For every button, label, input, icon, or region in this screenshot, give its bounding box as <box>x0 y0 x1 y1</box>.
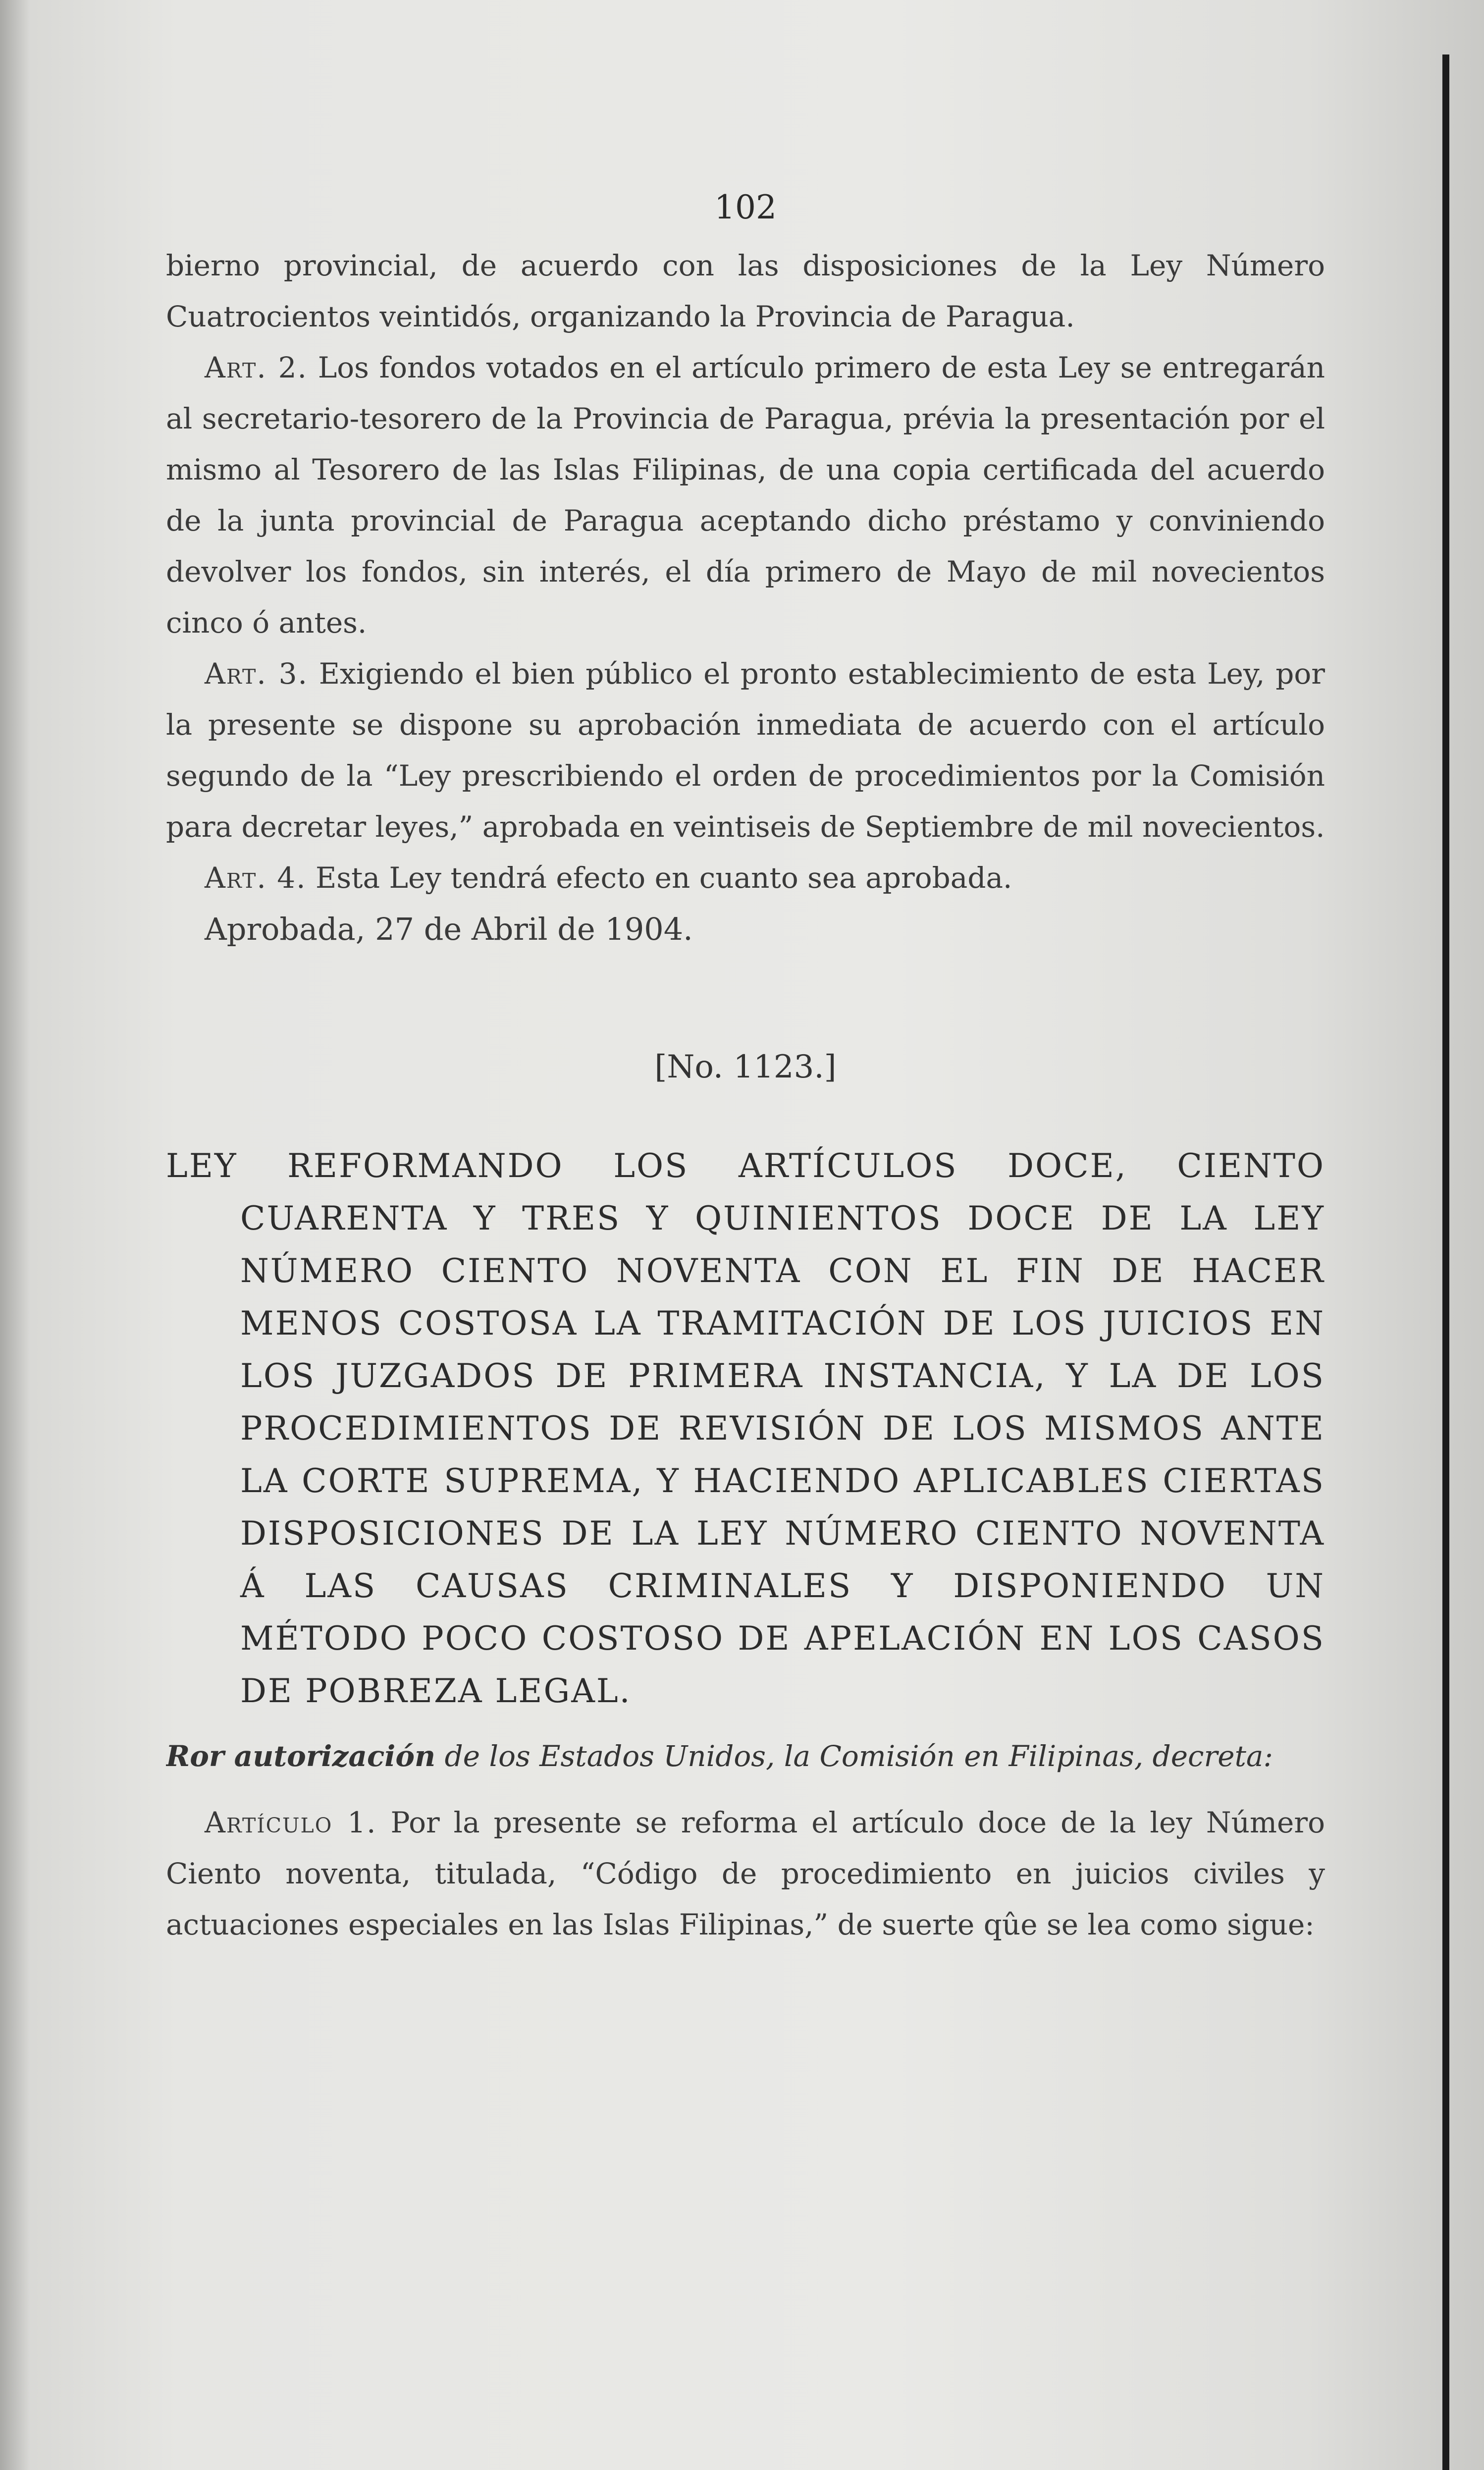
article-4 <box>166 853 1325 904</box>
enacting-clause-lead: Ror autorización <box>166 1739 436 1773</box>
article-3 <box>166 648 1325 853</box>
article-1-text: Por la presente se reforma el artículo doce de la ley Número Ciento noventa, titulada, “Código de procedimiento en juicios civiles y actuaciones especiales en las Islas Filipinas,” de suerte qûe se lea como sigue: <box>166 1806 1325 1941</box>
article-4-text: Esta Ley tendrá efecto en cuanto sea aprobada. <box>316 861 1012 895</box>
page-edge <box>1442 54 1449 2470</box>
article-1-label: Artículo 1. <box>205 1806 377 1839</box>
approval-line: Aprobada, 27 de Abril de 1904. <box>205 911 693 947</box>
intro-paragraph: bierno provincial, de acuerdo con las disposiciones de la Ley Número Cuatrocientos veintidós, organizando la Provincia de Paragua. <box>166 249 1325 333</box>
article-2-text: Los fondos votados en el artículo primero de esta Ley se entregarán al secretario-tesorero de la Provincia de Paragua, prévia la presentación por el mismo al Tesorero de las Islas Filipinas, de una copia certificada del acuerdo de la junta provincial de Paragua aceptando dicho préstamo y conviniendo devolver los fondos, sin interés, el día primero de Mayo de mil novecientos cinco ó antes. <box>166 351 1325 640</box>
enacting-clause <box>166 1735 1325 1777</box>
article-2 <box>166 342 1325 648</box>
law-title: LEY REFORMANDO LOS ARTÍCULOS DOCE, CIENTO CUARENTA Y TRES Y QUINIENTOS DOCE DE LA LEY NÚMERO CIENTO NOVENTA CON EL FIN DE HACER MENOS COSTOSA LA TRAMITACIÓN DE LOS JUICIOS EN LOS JUZGADOS DE PRIMERA INSTANCIA, Y LA DE LOS PROCEDIMIENTOS DE REVISIÓN DE LOS MISMOS ANTE LA CORTE SUPREMA, Y HACIENDO APLICABLES CIERTAS DISPOSICIONES DE LA LEY NÚMERO CIENTO NOVENTA Á LAS CAUSAS CRIMINALES Y DISPONIENDO UN MÉTODO POCO COSTOSO DE APELACIÓN EN LOS CASOS DE POBREZA LEGAL. <box>166 1147 1325 1710</box>
article-4-label: Art. 4. <box>205 861 307 895</box>
article-3-label: Art. 3. <box>205 657 308 691</box>
article-2-label: Art. 2. <box>205 351 308 384</box>
enacting-clause-rest: de los Estados Unidos, la Comisión en Filipinas, decreta: <box>444 1739 1273 1773</box>
article-3-text: Exigiendo el bien público el pronto establecimiento de esta Ley, por la presente se dispone su aprobación inmediata de acuerdo con el artículo segundo de la “Ley prescribiendo el orden de procedimientos por la Comisión para decretar leyes,” aprobada en veintiseis de Septiembre de mil novecientos. <box>166 657 1325 844</box>
article-1 <box>166 1797 1325 1950</box>
gutter-shadow <box>0 0 30 2470</box>
page-content <box>166 188 1325 2368</box>
page-number: 102 <box>714 188 777 226</box>
law-number: [No. 1123.] <box>654 1049 837 1085</box>
